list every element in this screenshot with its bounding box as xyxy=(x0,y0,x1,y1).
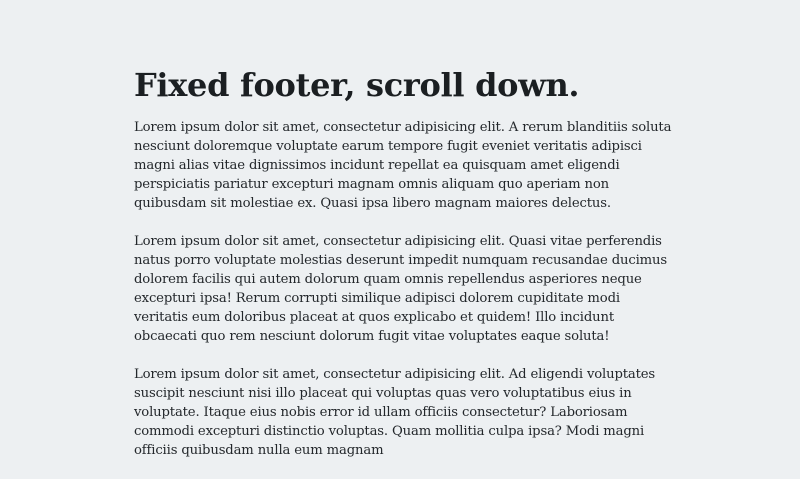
paragraph-3: Lorem ipsum dolor sit amet, consectetur adipisicing elit. Ad eligendi voluptates suscipit nesciunt nisi illo placeat qui voluptas quas vero voluptatibus eius in voluptate. Itaque eius nobis error id ullam officiis consectetur? Laboriosam commodi excepturi distinctio voluptas. Quam mollitia culpa ipsa? Modi magni officiis quibusdam nulla eum magnam xyxy=(134,367,656,458)
paragraph-1: Lorem ipsum dolor sit amet, consectetur adipisicing elit. A rerum blanditiis soluta nesciunt doloremque voluptate earum tempore fugit eveniet veritatis adipisci magni alias vitae dignissimos incidunt repellat ea quisquam amet eligendi perspiciatis pariatur excepturi magnam omnis aliquam quo aperiam non quibusdam sit molestiae ex. Quasi ipsa libero magnam maiores delectus. xyxy=(134,120,672,211)
main-content xyxy=(134,64,674,479)
paragraph-2: Lorem ipsum dolor sit amet, consectetur adipisicing elit. Quasi vitae perferendis natus porro voluptate molestias deserunt impedit numquam recusandae ducimus dolorem facilis qui autem dolorum quam omnis repellendus asperiores neque excepturi ipsa! Rerum corrupti similique adipisci dolorem cupiditate modi veritatis eum doloribus placeat at quos explicabo et quidem! Illo incidunt obcaecati quo rem nesciunt dolorum fugit vitae voluptates eaque soluta! xyxy=(134,234,667,344)
page-title: Fixed footer, scroll down. xyxy=(134,66,580,104)
